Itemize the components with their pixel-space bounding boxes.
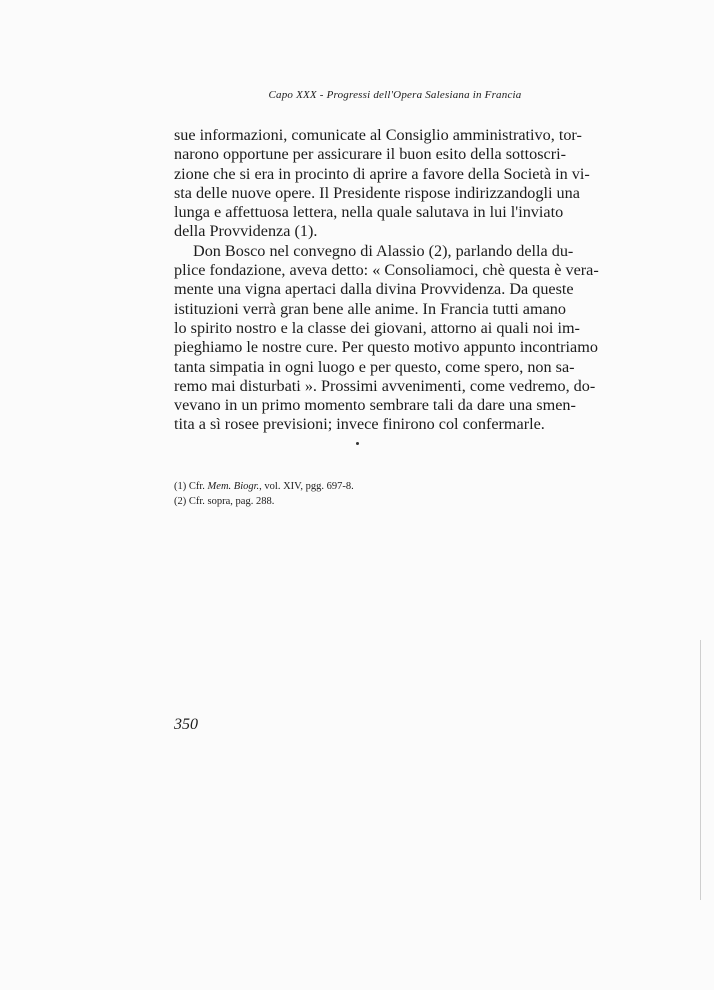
text-line: remo mai disturbati ». Prossimi avvenimenti, come vedremo, do- [174,376,596,395]
text-line: tanta simpatia in ogni luogo e per questo, come spero, non sa- [174,357,575,376]
body-text [174,126,599,435]
text-line: mente una vigna apertaci dalla divina Provvidenza. Da queste [174,280,574,299]
footnote-2 [174,494,354,509]
text-line: lo spirito nostro e la classe dei giovani, attorno ai quali noi im- [174,318,580,337]
text-line: della Provvidenza (1). [174,222,318,241]
text-line: sta delle nuove opere. Il Presidente rispose indirizzandogli una [174,183,580,202]
footnote-ref: Mem. Biogr. [207,481,260,492]
text-line: zione che si era in procinto di aprire a favore della Società in vi- [174,164,590,183]
text-line: tita a sì rosee previsioni; invece finirono col confermarle. [174,415,545,434]
footnote-1 [174,479,354,494]
scan-artifact-line [700,640,701,900]
footnote-text: sopra, pag. 288. [207,496,275,507]
text-line: plice fondazione, aveva detto: « Consoliamoci, chè questa è vera- [174,261,599,280]
page-number: 350 [174,716,198,733]
text-line: vevano in un primo momento sembrare tali da dare una smen- [174,396,576,415]
text-line: Don Bosco nel convegno di Alassio (2), parlando della du- [193,241,574,260]
footnote-separator-mark [356,442,359,445]
footnote-mark: (1) Cfr. [174,481,205,492]
footnote-mark: (2) Cfr. [174,496,205,507]
footnotes [174,479,354,509]
text-line: istituzioni verrà gran bene alle anime. In Francia tutti amano [174,299,566,318]
text-line: narono opportune per assicurare il buon esito della sottoscri- [174,145,566,164]
footnote-text: , vol. XIV, pgg. 697-8. [259,481,354,492]
text-line: lunga e affettuosa lettera, nella quale salutava in lui l'inviato [174,203,564,222]
running-header: Capo XXX - Progressi dell'Opera Salesiana in Francia [268,89,522,101]
text-line: sue informazioni, comunicate al Consiglio amministrativo, tor- [174,126,582,144]
text-line: pieghiamo le nostre cure. Per questo motivo appunto incontriamo [174,338,598,357]
